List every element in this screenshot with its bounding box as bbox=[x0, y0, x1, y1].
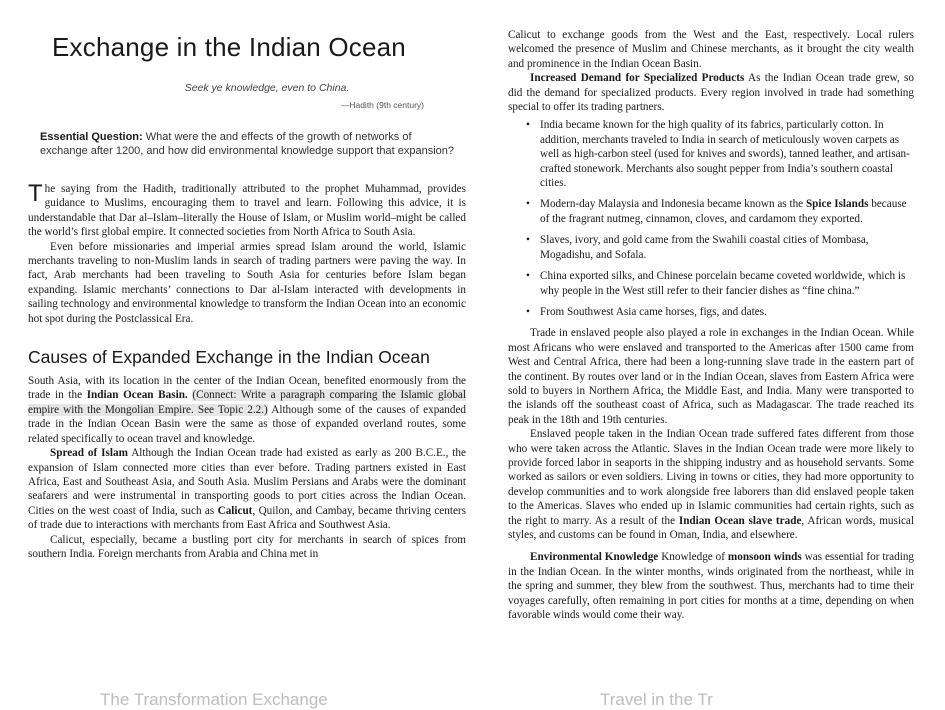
term-monsoon-winds: monsoon winds bbox=[727, 551, 802, 564]
demand-text: As the Indian Ocean trade grew, so did the demand for specialized products. Every region involved in trade had something special to offer its trading partners. bbox=[508, 72, 914, 114]
term-spice-islands: Spice Islands bbox=[805, 198, 869, 211]
list-item: • India became known for the high quality of its fabrics, particularly cotton. In addition, merchants traveled to India in search of meticulously woven carpets as well as high-carbon steel (used for knives and swords), tanned leather, and artisan-crafted stonework. Merchants also sought pepper from India’s southern coastal cities. bbox=[540, 118, 914, 190]
demand-paragraph bbox=[508, 71, 914, 114]
term-calicut: Calicut bbox=[217, 504, 253, 517]
faded-next-heading-right: Travel in the Tr bbox=[600, 690, 713, 709]
spread-text-a: Although the Indian Ocean trade had existed as early as 200 B.C.E., the expansion of Islam connected more cities than ever before. Trading partners existed in East Africa, East and Southeast Asia, and South Asia. Muslim Persians and Arabs were the dominant seafarers and were instrumental in transporting goods to port cities across the Indian Ocean. Cities on the west coast of India, such as bbox=[28, 447, 466, 517]
slave-trade-paragraph-2 bbox=[508, 427, 914, 542]
causes-text-a: South Asia, with its location in the center of the Indian Ocean, benefited enormously from the trade in the bbox=[28, 375, 466, 402]
connect-prompt: (Connect: Write a paragraph comparing the Islamic global empire with the Mongolian Empire. See Topic 2.2.) bbox=[28, 389, 466, 416]
causes-paragraph bbox=[28, 374, 466, 446]
epigraph: Seek ye knowledge, even to China. bbox=[184, 82, 350, 94]
products-list bbox=[508, 118, 914, 319]
section-heading-causes: Causes of Expanded Exchange in the Indian Ocean bbox=[28, 347, 430, 368]
faded-next-heading-left: The Transformation Exchange bbox=[100, 690, 328, 709]
chapter-title: Exchange in the Indian Ocean bbox=[52, 32, 406, 62]
causes-text-b: Although some of the causes of expanded trade in the Indian Ocean Basin were the same as those of expanded overland routes, some related specifically to ocean travel and knowledge. bbox=[28, 403, 467, 445]
epigraph-source: —Hadith (9th century) bbox=[340, 100, 424, 110]
spread-text-b: , Quilon, and Cambay, became thriving centers of trade due to interactions with merchants from East Africa and Southwest Asia. bbox=[28, 504, 467, 532]
continued-paragraph: Calicut to exchange goods from the West and the East, respectively. Local rulers welcomed the presence of Muslim and Chinese merchants, as it brought the city wealth and prominence in the Indian Ocean Basin. bbox=[508, 29, 914, 70]
list-item: • From Southwest Asia came horses, figs, and dates. bbox=[540, 305, 914, 319]
slave-trade-text-b: , African words, musical styles, and customs can be found in Oman, India, and elsewhere. bbox=[508, 514, 915, 541]
environmental-knowledge-heading: Environmental Knowledge bbox=[530, 551, 659, 564]
essential-question-text: What were the and effects of the growth of networks of exchange after 1200, and how did environmental knowledge support that expansion? bbox=[40, 131, 455, 157]
essential-question bbox=[40, 130, 460, 158]
intro-paragraph-1 bbox=[28, 182, 466, 240]
term-indian-ocean-basin: Indian Ocean Basin. bbox=[86, 389, 188, 402]
intro-paragraph-2: Even before missionaries and imperial armies spread Islam around the world, Islamic merchants traveling to non-Muslim lands in search of trading partners were paving the way. In fact, Arab merchants had been traveling to South Asia for centuries before Islam began expanding. Islamic merchants’ connections to Dar al-Islam interacted with developments in sailing technology and environmental knowledge to transform the Indian Ocean into an economic hot spot during the Postclassical Era. bbox=[28, 240, 466, 325]
right-column bbox=[508, 0, 914, 622]
spread-of-islam-paragraph bbox=[28, 446, 466, 532]
left-column bbox=[28, 0, 466, 561]
env-text-b: was essential for trading in the Indian Ocean. In the winter months, winds originated from the northeast, while in the spring and summer, they blew from the southwest. Thus, merchants had to time their voyages carefully, often remaining in port cities for months at a time, depending on when favorable winds would come their way. bbox=[508, 551, 915, 622]
intro-text-1: he saying from the Hadith, traditionally attributed to the prophet Muhammad, provides guidance to Muslims, encouraging them to travel and learn. Following this advice, it is understandable that Dar al–Islam–literally the House of Islam, or Muslim world–might be called the world’s first global empire. It connected societies from North Africa to South Asia. bbox=[28, 183, 466, 239]
list-item: • China exported silks, and Chinese porcelain became coveted worldwide, which is why people in the West still refer to their fancier dishes as “fine china.” bbox=[540, 269, 914, 298]
slave-trade-paragraph-1: Trade in enslaved people also played a role in exchanges in the Indian Ocean. While most Africans who were enslaved and transported to the Americas after 1500 came from West and Central Africa, there had been a long-running slave trade in the eastern part of the continent. By routes over land or in the Indian Ocean, slaves from Eastern Africa were sold to buyers in Northern Africa, the Middle East, and India. Many were transported to the islands off the southeast coast of Africa, such as Madagascar. The trade reached its peak in the 18th and 19th centuries. bbox=[508, 327, 914, 426]
term-indian-ocean-slave-trade: Indian Ocean slave trade bbox=[678, 514, 802, 527]
spread-of-islam-heading: Spread of Islam bbox=[50, 447, 128, 460]
list-item bbox=[540, 197, 914, 226]
demand-heading: Increased Demand for Specialized Products bbox=[530, 72, 745, 85]
essential-question-label: Essential Question: bbox=[40, 131, 143, 143]
list-item-text: because of the fragrant nutmeg, cinnamon, cloves, and cardamom they exported. bbox=[540, 198, 907, 225]
slave-trade-text-a: Enslaved people taken in the Indian Ocean trade suffered fates different from those who were taken across the Atlantic. Slaves in the Indian Ocean trade were more likely to provide forced labor in seaports in the shipping industry and as household servants. Some worked as sailors or even soldiers. Living in towns or cities, they had more opportunity to develop communities and to work alongside free laborers than did enslaved people taken to the Americas. Slaves who ended up in Islamic communities had certain rights, such as the right to marry. As a result of the bbox=[508, 428, 914, 527]
env-text-a: Knowledge of bbox=[661, 551, 725, 564]
list-item: • Slaves, ivory, and gold came from the Swahili coastal cities of Mombasa, Mogadishu, and Sofala. bbox=[540, 233, 914, 262]
calicut-paragraph: Calicut, especially, became a bustling port city for merchants in search of spices from southern India. Foreign merchants from Arabia and China met in bbox=[28, 533, 466, 560]
environmental-knowledge-paragraph bbox=[508, 550, 914, 622]
drop-cap: T bbox=[28, 180, 43, 207]
list-item-text: Modern-day Malaysia and Indonesia became known as the bbox=[540, 198, 804, 211]
